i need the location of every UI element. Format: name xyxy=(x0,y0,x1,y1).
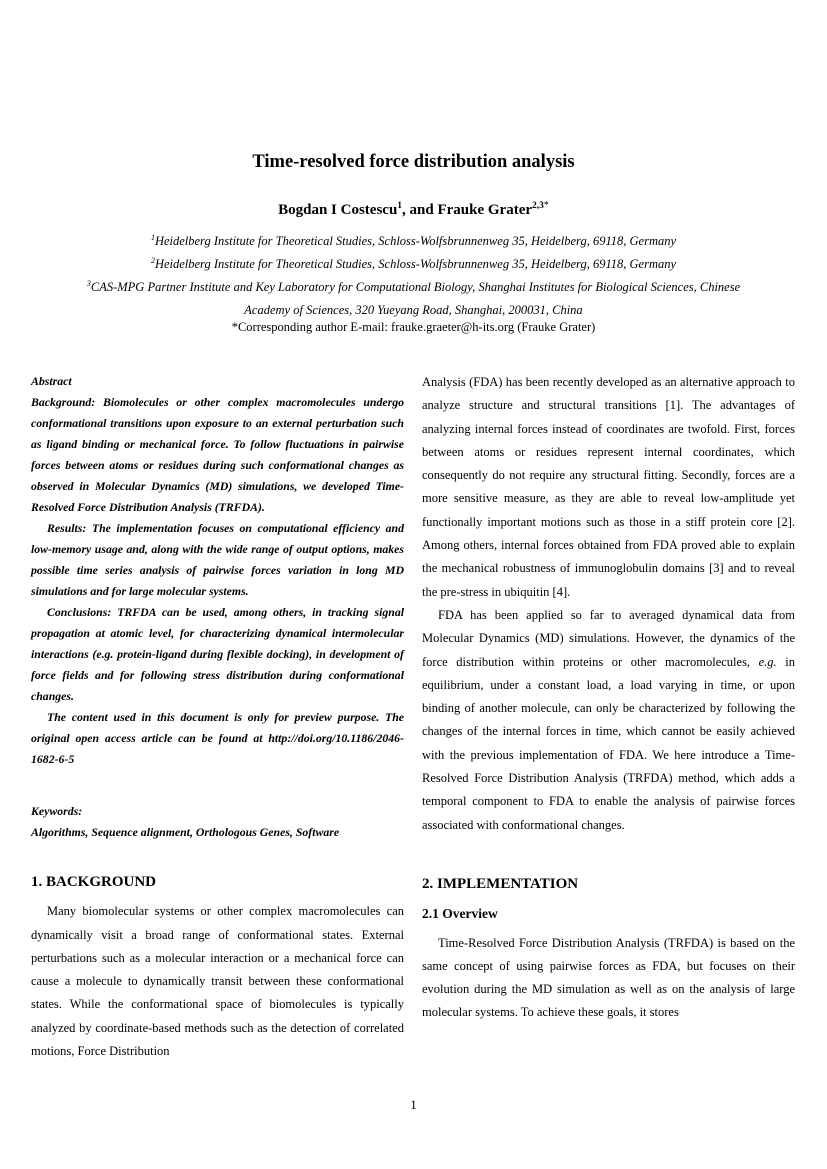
section-heading-background: 1. BACKGROUND xyxy=(31,874,157,890)
paragraph-continued: Analysis (FDA) has been recently developed as an alternative approach to analyze structure and structural transitions [1]. The advantages of analyzing internal forces instead of coordinates are twofold. First, forces between atoms or residues represent internal coordinates, which consequently do not require any structural fitting. Secondly, forces are a more sensitive measure, as they are able to reveal low-amplitude yet functionally important motions such as those in a stiff protein core [2]. Among others, internal forces obtained from FDA proved able to explain the mechanical robustness of immunoglobulin domains [3] and to reveal the pre-stress in ubiquitin [4]. xyxy=(422,375,795,599)
paragraph: Many biomolecular systems or other complex macromolecules can dynamically visit a broad range of conformational states. External perturbations such as a molecular interaction or a mechanical force can cause a molecule to dynamically transit between these conformational states. While the conformational space of biomolecules is typically analyzed by coordinate-based methods such as the detection of correlated motions, Force Distribution xyxy=(31,904,404,1059)
abstract-results: Results: The implementation focuses on computational efficiency and low-memory usage and, along with the wide range of output options, makes possible time series analysis of pairwise forces variation in long MD simulations and for large molecular systems. xyxy=(31,521,404,598)
paragraph xyxy=(422,604,795,837)
paragraph: Time-Resolved Force Distribution Analysis (TRFDA) is based on the same concept of using pairwise forces as FDA, but focuses on their evolution during the MD simulation as well as on the analysis of large molecular systems. To achieve these goals, it stores xyxy=(422,935,795,1020)
paragraph-text: in equilibrium, under a constant load, a load varying in time, or upon binding of another molecule, can only be characterized by following the changes of the internal forces in time, which cannot be easily achieved with the previous implementation of FDA. We here introduce a Time-Resolved Force Distribution Analysis (TRFDA) method, which adds a temporal component to FDA to enable the analysis of pairwise forces associated with conformational changes. xyxy=(422,654,795,832)
author-name: Frauke Grater xyxy=(437,202,533,218)
affil-text: CAS-MPG Partner Institute and Key Laboratory for Computational Biology, Shanghai Institutes for Biological Sciences, Chinese xyxy=(90,280,741,295)
section-heading-implementation: 2. IMPLEMENTATION xyxy=(422,875,579,892)
author-affil-sup: 2,3 xyxy=(532,201,544,211)
affil-sup: 2 xyxy=(150,256,155,265)
affil-sup: 1 xyxy=(150,233,155,242)
paragraph-text: FDA has been applied so far to averaged dynamical data from Molecular Dynamics (MD) simulations. However, the dynamics of the force distribution within proteins or other macromolecules, xyxy=(422,607,795,669)
affiliation-3 xyxy=(40,272,787,322)
abstract-notice: The content used in this document is only for preview purpose. The original open access article can be found at http://doi.org/10.1186/2046-1682-6-5 xyxy=(31,710,404,766)
affil-text-cont: Academy of Sciences, 320 Yueyang Road, Shanghai, 200031, China xyxy=(244,303,583,318)
abstract-background: Background: Biomolecules or other complex macromolecules undergo conformational transitions upon exposure to an external perturbation such as ligand binding or mechanical force. To follow fluctuations in pairwise forces between atoms or residues during such conformational changes as observed in Molecular Dynamics (MD) simulations, we developed Time-Resolved Force Distribution Analysis (TRFDA). xyxy=(31,395,404,514)
paragraph-emphasis: e.g. xyxy=(758,654,777,669)
abstract xyxy=(31,371,404,843)
keywords-heading: Keywords: xyxy=(31,804,83,818)
author-name: Bogdan I Costescu xyxy=(278,202,398,218)
paper-title: Time-resolved force distribution analysis xyxy=(252,152,575,172)
keywords-list: Algorithms, Sequence alignment, Orthologous Genes, Software xyxy=(31,825,340,839)
affil-text: Heidelberg Institute for Theoretical Studies, Schloss-Wolfsbrunnenweg 35, Heidelberg, 69118, Germany xyxy=(154,234,677,249)
author-list xyxy=(0,200,827,219)
abstract-heading: Abstract xyxy=(31,374,72,388)
corresponding-mark: * xyxy=(543,200,549,211)
affil-text: Heidelberg Institute for Theoretical Studies, Schloss-Wolfsbrunnenweg 35, Heidelberg, 69118, Germany xyxy=(154,257,677,272)
abstract-conclusions: Conclusions: TRFDA can be used, among others, in tracking signal propagation at atomic level, for characterizing dynamical intermolecular interactions (e.g. protein-ligand during flexible docking), in development of force fields and for following stress distribution during conformational changes. xyxy=(31,605,404,703)
author-affil-sup: 1 xyxy=(397,201,403,211)
right-column xyxy=(422,371,795,1025)
author-separator: , and xyxy=(402,202,438,218)
left-column xyxy=(31,371,404,1063)
page-number: 1 xyxy=(410,1097,417,1112)
corresponding-author: *Corresponding author E-mail: frauke.graeter@h-its.org (Frauke Grater) xyxy=(231,320,596,334)
affil-sup: 3 xyxy=(86,279,91,288)
background-section xyxy=(31,871,404,1063)
subsection-heading-overview: 2.1 Overview xyxy=(422,906,498,922)
